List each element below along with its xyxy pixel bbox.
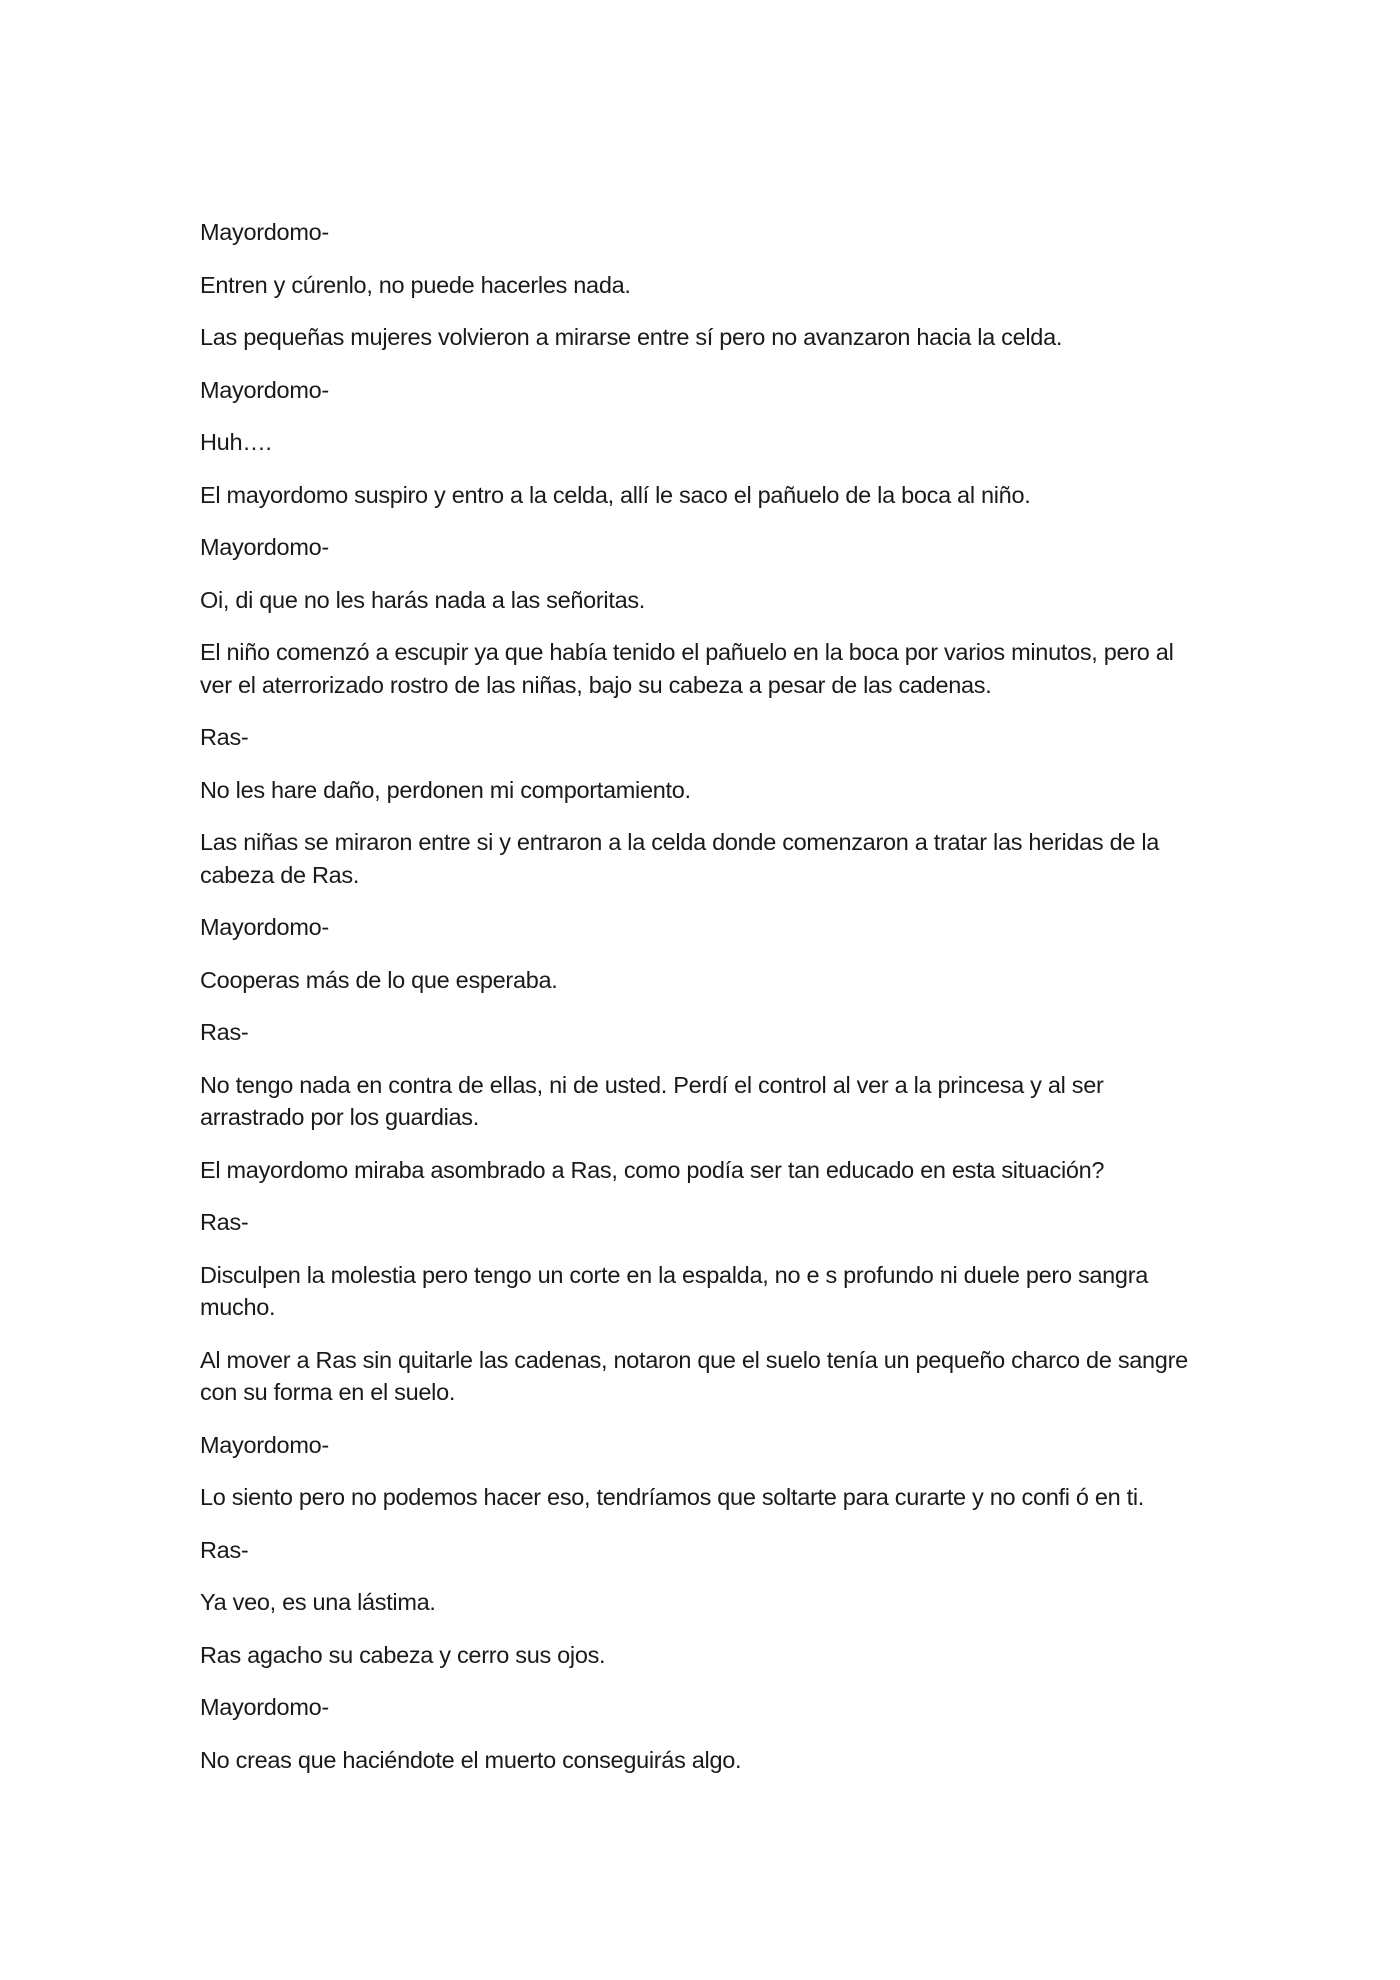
speaker-label: Mayordomo- bbox=[200, 914, 329, 940]
speaker-label: Mayordomo- bbox=[200, 534, 329, 560]
narration-paragraph: Al mover a Ras sin quitarle las cadenas, notaron que el suelo tenía un pequeño charco de sangre con su forma en el suelo. bbox=[200, 1346, 1188, 1405]
speaker-label: Mayordomo- bbox=[200, 1694, 329, 1720]
dialogue-line: No les hare daño, perdonen mi comportamiento. bbox=[200, 776, 691, 803]
dialogue-line: No tengo nada en contra de ellas, ni de usted. Perdí el control al ver a la princesa y al ser arrastrado por los guardias. bbox=[200, 1071, 1104, 1130]
narration-paragraph: El mayordomo suspiro y entro a la celda, allí le saco el pañuelo de la boca al niño. bbox=[200, 481, 1031, 508]
narration-paragraph: Las pequeñas mujeres volvieron a mirarse entre sí pero no avanzaron hacia la celda. bbox=[200, 324, 1063, 350]
dialogue-line: No creas que haciéndote el muerto conseguirás algo. bbox=[200, 1746, 742, 1773]
speaker-label: Mayordomo- bbox=[200, 1431, 329, 1458]
narration-paragraph: El niño comenzó a escupir ya que había tenido el pañuelo en la boca por varios minutos, pero al ver el aterrorizado rostro de las niñas, bajo su cabeza a pesar de las cadenas. bbox=[200, 639, 1174, 698]
speaker-label: Mayordomo- bbox=[200, 219, 329, 245]
narration-paragraph: Las niñas se miraron entre si y entraron a la celda donde comenzaron a tratar las heridas de la cabeza de Ras. bbox=[200, 829, 1160, 888]
speaker-label: Ras- bbox=[200, 1209, 249, 1235]
narration-paragraph: Ras agacho su cabeza y cerro sus ojos. bbox=[200, 1641, 606, 1668]
dialogue-line: Oi, di que no les harás nada a las señoritas. bbox=[200, 586, 646, 613]
speaker-label: Mayordomo- bbox=[200, 376, 329, 403]
dialogue-line: Cooperas más de lo que esperaba. bbox=[200, 966, 558, 993]
dialogue-line: Ya veo, es una lástima. bbox=[200, 1589, 436, 1615]
dialogue-line: Entren y cúrenlo, no puede hacerles nada. bbox=[200, 271, 631, 298]
speaker-label: Ras- bbox=[200, 1019, 249, 1045]
speaker-label: Ras- bbox=[200, 1536, 249, 1563]
narration-paragraph: El mayordomo miraba asombrado a Ras, como podía ser tan educado en esta situación? bbox=[200, 1156, 1105, 1183]
speaker-label: Ras- bbox=[200, 724, 249, 750]
dialogue-line: Huh…. bbox=[200, 429, 272, 455]
document-body bbox=[200, 216, 1200, 1796]
dialogue-line: Lo siento pero no podemos hacer eso, tendríamos que soltarte para curarte y no confi ó en ti. bbox=[200, 1484, 1145, 1510]
dialogue-line: Disculpen la molestia pero tengo un corte en la espalda, no e s profundo ni duele pero sangra mucho. bbox=[200, 1261, 1148, 1320]
